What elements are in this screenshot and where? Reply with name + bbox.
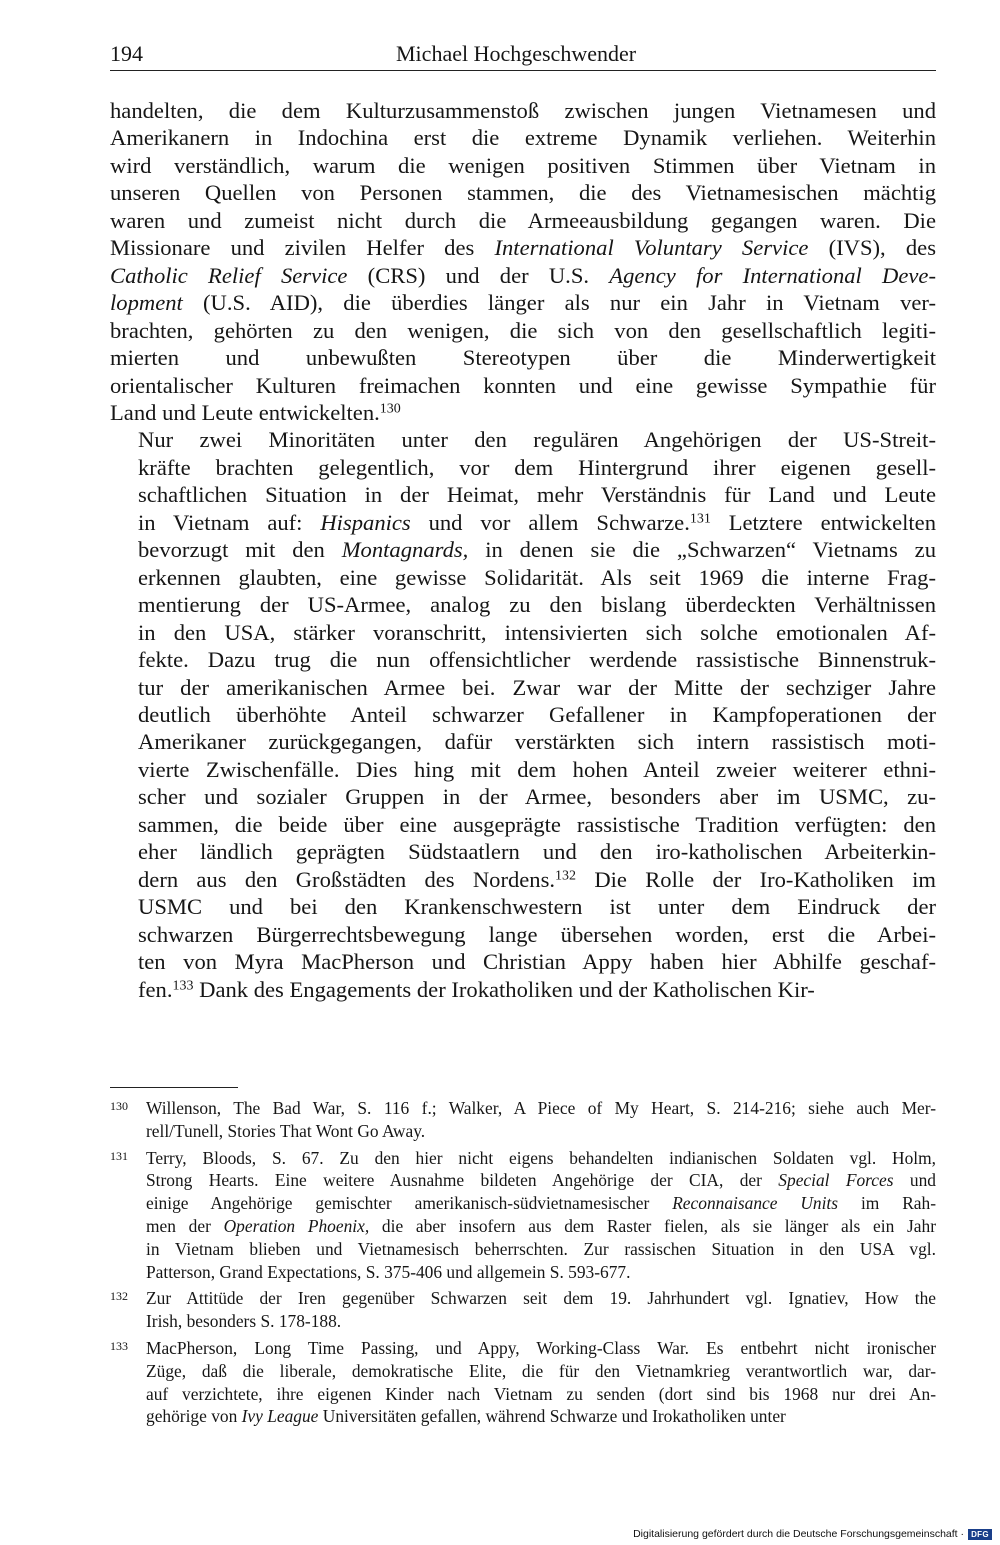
text-line: USMC und bei den Krankenschwestern ist unter dem Eindruck der	[138, 894, 936, 920]
page-number: 194	[110, 41, 143, 66]
footnote-line: Terry, Bloods, S. 67. Zu den hier nicht eigens behandelten indianischen Soldaten vgl. Holm,	[146, 1147, 936, 1168]
footnote-reference[interactable]: 130	[379, 401, 401, 417]
text-line: deutlich überhöhte Anteil schwarzer Gefallener in Kampfoperationen der	[138, 701, 936, 727]
italic-text: Operation Phoenix,	[223, 1215, 370, 1236]
text-line: schwarzen Bürgerrechtsbewegung lange übersehen worden, erst die Arbei-	[138, 921, 936, 947]
footnote-line: Züge, daß die liberale, demokratische Elite, die für den Vietnamkrieg verantwortlich war, dar-	[146, 1360, 936, 1381]
italic-text: Hispanics	[320, 509, 411, 535]
text-line: scher und sozialer Gruppen in der Armee, besonders aber im USMC, zu-	[138, 784, 936, 810]
text-line: Amerikanern in Indochina erst die extreme Dynamik verliehen. Weiterhin	[110, 125, 936, 151]
text-line: schaftlichen Situation in der Heimat, mehr Verständnis für Land und Leute	[138, 482, 936, 508]
text-line: mierten und unbewußten Stereotypen über die Minderwertigkeit	[110, 345, 936, 371]
footnote-reference[interactable]: 131	[689, 511, 711, 527]
footnote	[110, 1337, 936, 1428]
italic-text: Reconnaisance Units	[672, 1193, 839, 1214]
header-rule	[110, 70, 936, 71]
text-line: unseren Quellen von Personen stammen, die des Vietnamesischen mächtig	[110, 180, 936, 206]
text-line: eher ländlich geprägten Südstaatlern und den iro-katholischen Arbeiterkin-	[138, 839, 936, 865]
text-line: waren und zumeist nicht durch die Armeeausbildung gegangen waren. Die	[110, 207, 936, 233]
text-line: handelten, die dem Kulturzusammenstoß zwischen jungen Vietnamesen und	[110, 98, 936, 123]
footnote-number: 133	[110, 1338, 128, 1353]
text-line: brachten, gehörten zu den wenigen, die sich von den gesellschaftlich legiti-	[110, 317, 936, 343]
footnote-line: Strong Hearts. Eine weitere Ausnahme bildeten Angehörige der CIA, der Special Forces und	[146, 1170, 936, 1191]
text-line: dern aus den Großstädten des Nordens.$^{132}$ Die Rolle der Iro-Katholiken im	[138, 866, 936, 892]
italic-text: Ivy League	[241, 1406, 319, 1427]
italic-text: Special Forces	[778, 1170, 894, 1191]
text-line: lopment (U.S. AID), die überdies länger als nur ein Jahr in Vietnam ver-	[110, 290, 936, 316]
text-line: bevorzugt mit den Montagnards, in denen sie die „Schwarzen“ Vietnams zu	[138, 537, 936, 563]
text-line: tur der amerikanischen Armee bei. Zwar war der Mitte der sechziger Jahre	[138, 674, 936, 700]
footnote-line: men der Operation Phoenix, die aber insofern aus dem Raster fielen, als sie länger als ein Jahr	[146, 1215, 937, 1236]
text-line: kräfte brachten gelegentlich, vor dem Hintergrund ihrer eigenen gesell-	[138, 454, 936, 480]
text-line: fekte. Dazu trug die nun offensichtlicher werdende rassistische Binnenstruk-	[138, 647, 936, 673]
text-line: Amerikaner zurückgegangen, dafür verstärkten sich intern rassistisch moti-	[138, 729, 936, 755]
footnote-number: 131	[110, 1148, 128, 1163]
body-paragraph-2	[110, 426, 936, 1003]
dfg-logo: DFG	[968, 1529, 992, 1540]
italic-text: Catholic Relief Service	[110, 262, 348, 288]
footnote-line: auf verzichtete, ihre eigenen Kinder nach Vietnam zu senden (dort sind bis 1968 nur drei An-	[146, 1383, 936, 1404]
footnote-line: Irish, besonders S. 178-188.	[146, 1311, 342, 1332]
text-line: sammen, die beide über eine ausgeprägte rassistische Tradition verfügten: den	[138, 811, 936, 837]
footnote-line: MacPherson, Long Time Passing, und Appy, Working-Class War. Es entbehrt nicht ironischer	[146, 1337, 936, 1358]
text-line: in den USA, stärker voranschritt, intensivierten sich solche emotionalen Af-	[138, 619, 936, 645]
footnote-line: Willenson, The Bad War, S. 116 f.; Walker, A Piece of My Heart, S. 214-216; siehe auch Mer-	[146, 1098, 936, 1118]
footnotes	[110, 1097, 936, 1432]
footnote-line: Patterson, Grand Expectations, S. 375-406 und allgemein S. 593-677.	[146, 1261, 631, 1282]
footnote	[110, 1287, 936, 1333]
text-line: Land und Leute entwickelten.$^{130}$	[110, 399, 401, 425]
text-line: Catholic Relief Service (CRS) und der U.S. Agency for International Deve-	[110, 262, 936, 288]
footnote-line: Zur Attitüde der Iren gegenüber Schwarzen seit dem 19. Jahrhundert vgl. Ignatiev, How the	[146, 1288, 936, 1309]
text-line: orientalischer Kulturen freimachen konnten und eine gewisse Sympathie für	[110, 372, 936, 398]
footnote	[110, 1097, 936, 1143]
text-line: vierte Zwischenfälle. Dies hing mit dem hohen Anteil zweier weiterer ethni-	[138, 756, 936, 782]
text-line: erkennen glaubten, eine gewisse Solidarität. Als seit 1969 die interne Frag-	[138, 564, 936, 590]
text-line: mentierung der US-Armee, analog zu den bislang überdeckten Verhältnissen	[138, 592, 936, 618]
text-line: wird verständlich, warum die wenigen positiven Stimmen über Vietnam in	[110, 152, 936, 178]
text-line: ten von Myra MacPherson und Christian Appy haben hier Abhilfe geschaf-	[138, 949, 936, 975]
digitization-credit	[633, 1528, 992, 1541]
italic-text: Agency for International Deve-	[609, 262, 936, 288]
footnote-reference[interactable]: 133	[172, 977, 194, 993]
running-head	[110, 40, 936, 68]
italic-text: International Voluntary Service	[494, 235, 809, 261]
italic-text: lopment	[110, 290, 183, 316]
credit-text: Digitalisierung gefördert durch die Deutsche Forschungsgemeinschaft ·	[633, 1528, 964, 1540]
footnote-line: einige Angehörige gemischter amerikanisch-südvietnamesischer Reconnaisance Units im Rah-	[146, 1193, 936, 1214]
footnote-line: gehörige von Ivy League Universitäten gefallen, während Schwarze und Irokatholiken unter	[146, 1406, 786, 1427]
footnote-reference[interactable]: 132	[555, 867, 577, 883]
text-line: Missionare und zivilen Helfer des International Voluntary Service (IVS), des	[110, 235, 936, 261]
body-paragraph-1	[110, 97, 936, 426]
footnote	[110, 1147, 936, 1284]
footnote-number: 130	[110, 1099, 128, 1113]
text-line: in Vietnam auf: Hispanics und vor allem Schwarze.$^{131}$ Letztere entwickelten	[138, 509, 936, 535]
text-line: Nur zwei Minoritäten unter den regulären Angehörigen der US-Streit-	[138, 427, 936, 453]
text-line: fen.$^{133}$ Dank des Engagements der Irokatholiken und der Katholischen Kir-	[138, 976, 815, 1002]
footnote-rule	[110, 1087, 238, 1088]
body-text	[110, 97, 936, 1003]
footnote-number: 132	[110, 1289, 128, 1304]
footnote-line: in Vietnam blieben und Vietnamesisch beherrschten. Zur rassischen Situation in den USA vgl.	[146, 1238, 936, 1259]
italic-text: Montagnards,	[341, 537, 469, 563]
footnote-line: rell/Tunell, Stories That Wont Go Away.	[146, 1120, 426, 1141]
header-author: Michael Hochgeschwender	[396, 41, 637, 66]
